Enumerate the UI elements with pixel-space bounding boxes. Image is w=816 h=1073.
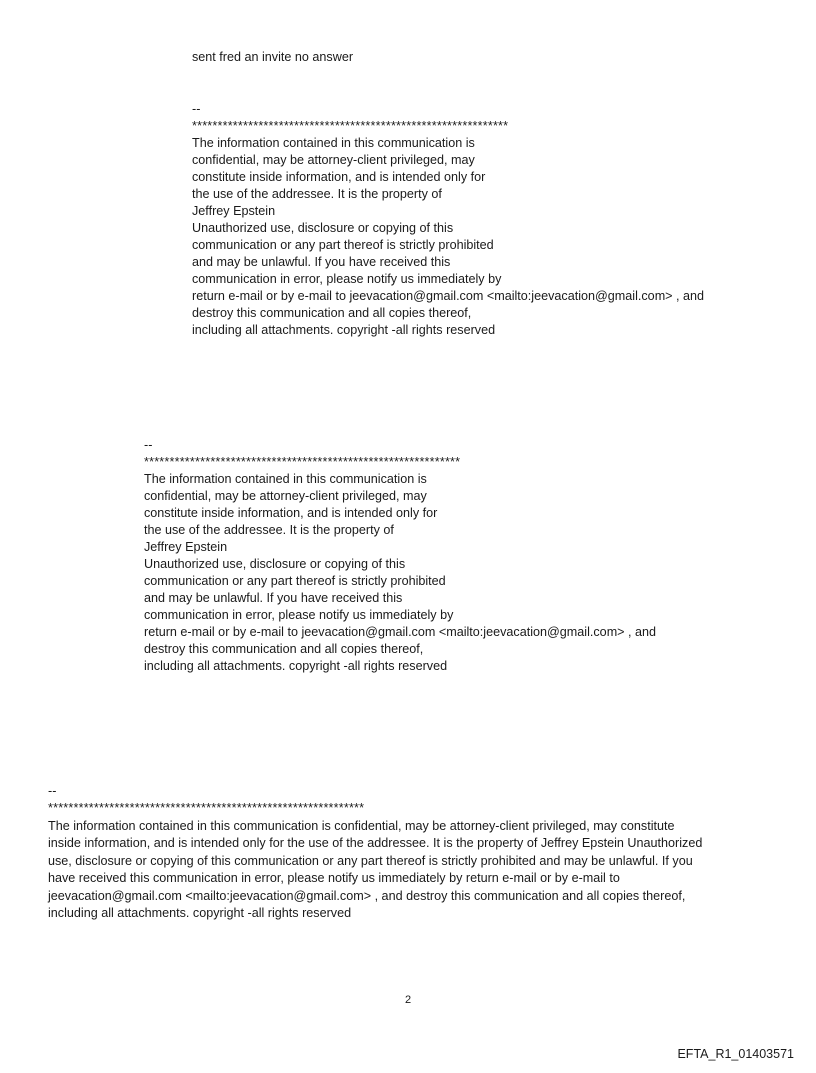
disclaimer-block-1 bbox=[192, 101, 704, 339]
page-number: 2 bbox=[404, 994, 412, 1006]
disclaimer-line: return e-mail or by e-mail to jeevacation@gmail.com <mailto:jeevacation@gmail.com> , and bbox=[192, 289, 705, 303]
disclaimer-line: and may be unlawful. If you have received this bbox=[192, 255, 451, 269]
disclaimer-line: confidential, may be attorney-client privileged, may bbox=[192, 153, 475, 167]
final-disclaimer-line: have received this communication in error, please notify us immediately by return e-mail or by e-mail to bbox=[48, 871, 620, 886]
disclaimer-line: destroy this communication and all copies thereof, bbox=[144, 642, 424, 656]
disclaimer-line: including all attachments. copyright -all rights reserved bbox=[192, 323, 496, 337]
disclaimer-line: communication in error, please notify us immediately by bbox=[144, 608, 454, 622]
disclaimer-line: The information contained in this communication is bbox=[144, 472, 427, 486]
message-text: sent fred an invite no answer bbox=[192, 50, 354, 64]
disclaimer-dashes: -- bbox=[192, 102, 201, 116]
disclaimer-line: Jeffrey Epstein bbox=[144, 540, 228, 554]
disclaimer-dashes: -- bbox=[144, 438, 153, 452]
disclaimer-line: communication or any part thereof is strictly prohibited bbox=[144, 574, 446, 588]
final-disclaimer-line: use, disclosure or copying of this communication or any part thereof is strictly prohibited and may be unlawful. If you bbox=[48, 853, 693, 868]
final-disclaimer-body bbox=[48, 818, 760, 922]
final-disclaimer-stars: ************************************************************** bbox=[48, 801, 365, 815]
disclaimer-line: destroy this communication and all copies thereof, bbox=[192, 306, 472, 320]
disclaimer-line: communication in error, please notify us immediately by bbox=[192, 272, 502, 286]
disclaimer-line: including all attachments. copyright -all rights reserved bbox=[144, 659, 448, 673]
document-id: EFTA_R1_01403571 bbox=[677, 1047, 794, 1061]
disclaimer-line: return e-mail or by e-mail to jeevacation@gmail.com <mailto:jeevacation@gmail.com> , and bbox=[144, 625, 657, 639]
final-disclaimer-line: jeevacation@gmail.com <mailto:jeevacation@gmail.com> , and destroy this communication and all copies thereof, bbox=[48, 888, 686, 903]
disclaimer-line: and may be unlawful. If you have received this bbox=[144, 591, 403, 605]
disclaimer-line: Unauthorized use, disclosure or copying of this bbox=[144, 557, 406, 571]
final-disclaimer-line: The information contained in this communication is confidential, may be attorney-client privileged, may constitute bbox=[48, 819, 675, 833]
disclaimer-line: constitute inside information, and is intended only for bbox=[192, 170, 486, 184]
final-disclaimer-line: including all attachments. copyright -all rights reserved bbox=[48, 906, 352, 921]
final-disclaimer-dashes: -- bbox=[48, 784, 57, 798]
final-disclaimer-header bbox=[48, 783, 364, 817]
final-disclaimer-line: inside information, and is intended only for the use of the addressee. It is the property of Jeffrey Epstein Unauthorized bbox=[48, 836, 703, 851]
disclaimer-line: The information contained in this communication is bbox=[192, 136, 475, 150]
disclaimer-line: communication or any part thereof is strictly prohibited bbox=[192, 238, 494, 252]
disclaimer-line: confidential, may be attorney-client privileged, may bbox=[144, 489, 427, 503]
disclaimer-line: Unauthorized use, disclosure or copying of this bbox=[192, 221, 454, 235]
disclaimer-line: the use of the addressee. It is the property of bbox=[192, 187, 442, 201]
disclaimer-line: Jeffrey Epstein bbox=[192, 204, 276, 218]
disclaimer-line: constitute inside information, and is intended only for bbox=[144, 506, 438, 520]
disclaimer-stars: ************************************************************** bbox=[192, 119, 509, 133]
disclaimer-line: the use of the addressee. It is the property of bbox=[144, 523, 394, 537]
disclaimer-block-2 bbox=[144, 437, 656, 675]
disclaimer-stars: ************************************************************** bbox=[144, 455, 461, 469]
